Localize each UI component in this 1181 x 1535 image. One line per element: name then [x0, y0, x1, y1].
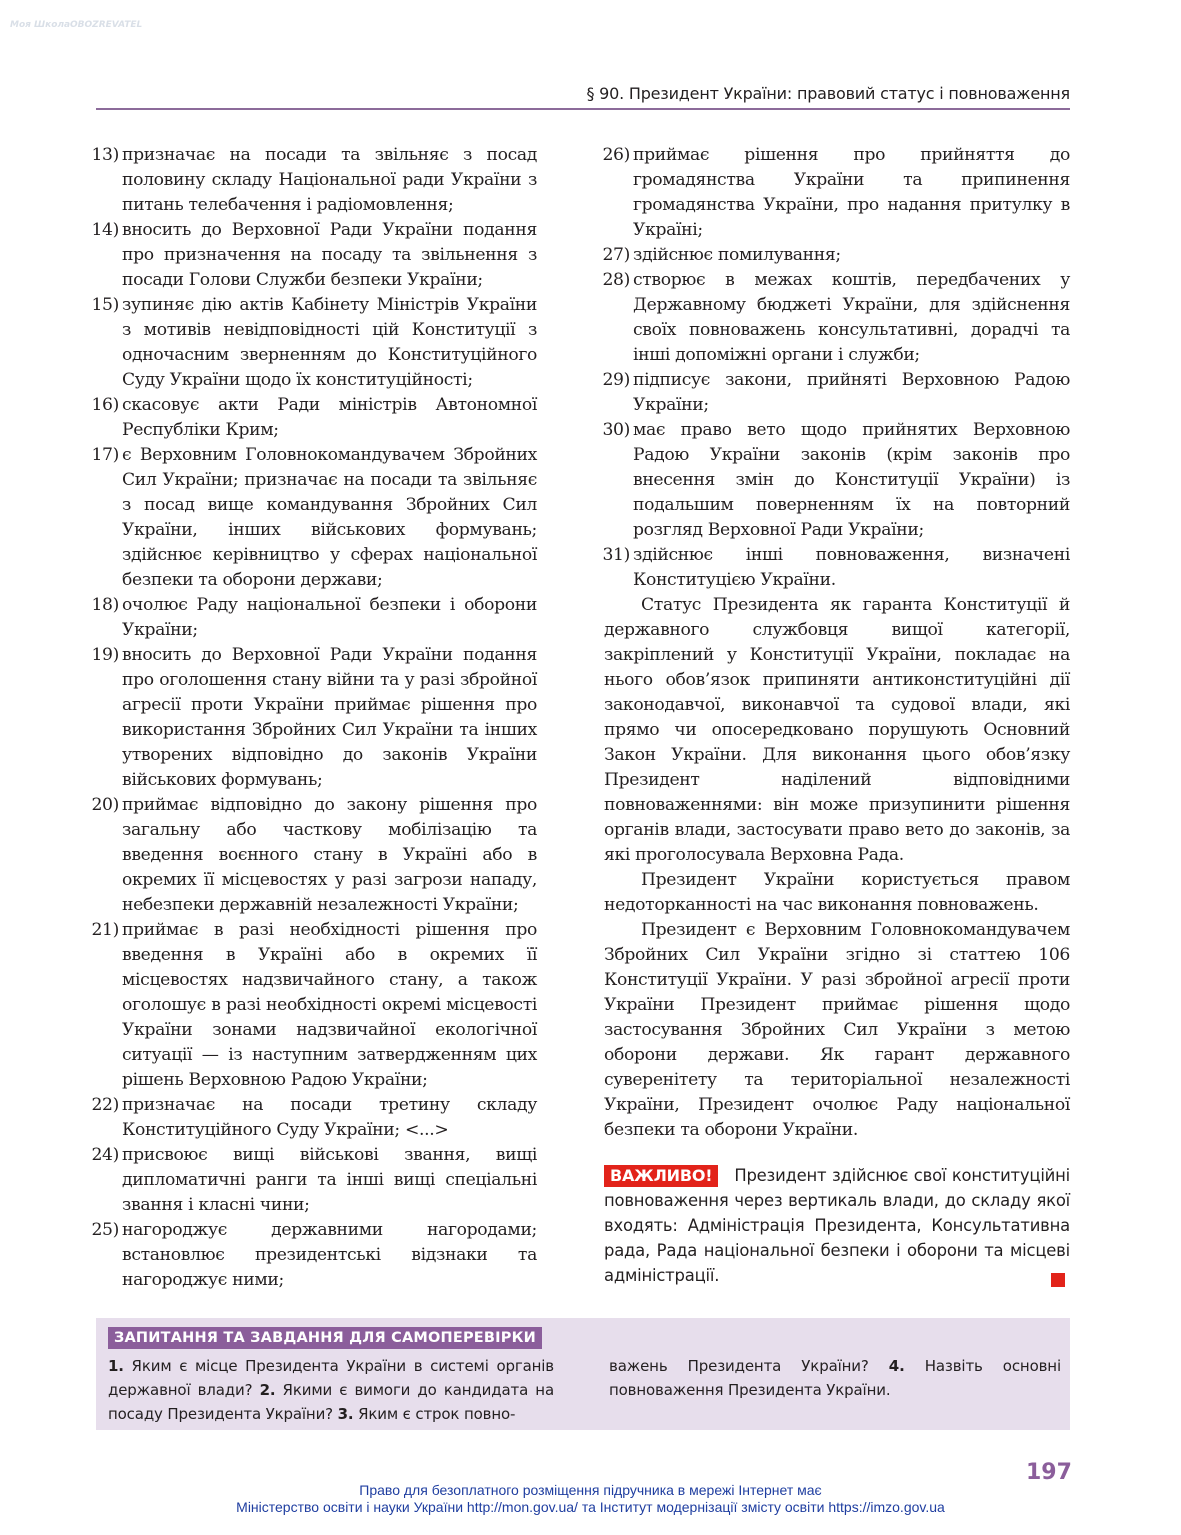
list-item: 20) приймає відповідно до закону рішення про загальну або часткову мобілізацію та введення воєнного стану в Україні або в окремих її місцевостях у разі загрози нападу, небезпеки державній незалежності України;	[91, 795, 537, 915]
end-square-icon	[1051, 1273, 1065, 1287]
list-item: 19) вносить до Верховної Ради України подання про оголошення стану війни та у разі збройної агресії проти України приймає рішення про використання Збройних Сил України та інших утворених відповідно до законів України військових формувань;	[91, 645, 537, 790]
questions-right: важень Президента України? 4. Назвіть основні повноваження Президента України.	[609, 1357, 1061, 1399]
left-column	[85, 143, 537, 1293]
paragraph-status: Статус Президента як гаранта Конституції й державного службовця вищої категорії, закріплений у Конституції України, покладає на нього обов’язок припиняти антиконституційні дії законодавчої, виконавчої та судової влади, які прямо чи опосередковано порушують Основний Закон України. Для виконання цього обов’язку Президент наділений відповідними повноваженнями: він може призупинити рішення органів влади, застосувати право вето до законів, за які проголосувала Верховна Рада.	[604, 595, 1070, 865]
list-item: 17) є Верховним Головнокомандувачем Збройних Сил України; призначає на посади та звільняє з посад вище командування Збройних Сил України, інших військових формувань; здійснює керівництво у сферах національної безпеки та оборони держави;	[91, 445, 537, 590]
list-item: 18) очолює Раду національної безпеки і оборони України;	[91, 595, 537, 640]
right-column	[596, 143, 1070, 1288]
list-item: 29) підписує закони, прийняті Верховною Радою України;	[602, 370, 1070, 415]
list-item: 14) вносить до Верховної Ради України подання про призначення на посаду та звільнення з посади Голови Служби безпеки України;	[91, 220, 537, 290]
watermark-brand-1: Моя Школа	[10, 20, 71, 30]
watermark-brand-2: OBOZREVATEL	[70, 20, 143, 30]
list-item: 27) здійснює помилування;	[602, 245, 841, 265]
important-badge: ВАЖЛИВО!	[604, 1165, 718, 1187]
list-item: 28) створює в межах коштів, передбачених у Державному бюджеті України, для здійснення своїх повноважень консультативні, дорадчі та інші допоміжні органи і служби;	[602, 270, 1070, 365]
footer-line-1: Право для безоплатного розміщення підручника в мережі Інтернет має	[359, 1482, 822, 1498]
page-number: 197	[1026, 1460, 1072, 1485]
list-item: 16) скасовує акти Ради міністрів Автономної Республіки Крим;	[91, 395, 537, 440]
questions-box	[96, 1318, 1070, 1430]
footer-line-2: Міністерство освіти і науки України http://mon.gov.ua/ та Інститут модернізації змісту освіти https://imzo.gov.ua	[236, 1499, 945, 1515]
list-item: 25) нагороджує державними нагородами; встановлює президентські відзнаки та нагороджує ними;	[91, 1220, 537, 1290]
paragraph-immunity: Президент України користується правом недоторканності на час виконання повноважень.	[604, 870, 1070, 915]
paragraph-commander: Президент є Верховним Головнокомандувачем Збройних Сил України згідно зі статтею 106 Конституції України. У разі збройної агресії проти України Президент приймає рішення щодо застосування Збройних Сил України з метою оборони держави. Як гарант державного суверенітету та територіальної незалежності України, Президент очолює Раду національної безпеки та оборони України.	[604, 920, 1070, 1140]
list-item: 31) здійснює інші повноваження, визначені Конституцією України.	[602, 545, 1070, 590]
list-item: 22) призначає на посади третину складу Конституційного Суду України; <...>	[91, 1095, 537, 1140]
questions-left: 1. Яким є місце Президента України в системі органів державної влади? 2. Якими є вимоги до кандидата на посаду Президента України? 3. Яким є строк повно-	[108, 1357, 554, 1423]
important-text: Президент здійснює свої конституційні повноваження через вертикаль влади, до складу якої входять: Адміністрація Президента, Консультативна рада, Рада національної безпеки і оборони та місцеві адміністрації.	[604, 1166, 1070, 1285]
questions-title: ЗАПИТАННЯ ТА ЗАВДАННЯ ДЛЯ САМОПЕРЕВІРКИ	[108, 1327, 542, 1349]
important-note	[596, 1163, 1070, 1288]
page-header: § 90. Президент України: правовий статус і повноваження	[586, 84, 1070, 103]
list-item: 13) призначає на посади та звільняє з посад половину складу Національної ради України з питань телебачення і радіомовлення;	[91, 145, 537, 215]
list-item: 21) приймає в разі необхідності рішення про введення в Україні або в окремих її місцевостях надзвичайного стану, а також оголошує в разі необхідності окремі місцевості України зонами надзвичайної екологічної ситуації — із наступним затвердженням цих рішень Верховною Радою України;	[91, 920, 537, 1090]
list-item: 15) зупиняє дію актів Кабінету Міністрів України з мотивів невідповідності цій Конституції з одночасним зверненням до Конституційного Суду України щодо їх конституційності;	[91, 295, 537, 390]
list-item: 24) присвоює вищі військові звання, вищі дипломатичні ранги та інші вищі спеціальні звання і класні чини;	[91, 1145, 537, 1215]
header-rule	[96, 108, 1070, 110]
footer	[0, 1482, 1181, 1516]
list-item: 30) має право вето щодо прийнятих Верховною Радою України законів (крім законів про внесення змін до Конституції України) із подальшим поверненням їх на повторний розгляд Верховної Ради України;	[602, 420, 1070, 540]
list-item: 26) приймає рішення про прийняття до громадянства України та припинення громадянства України, про надання притулку в Україні;	[602, 145, 1070, 240]
